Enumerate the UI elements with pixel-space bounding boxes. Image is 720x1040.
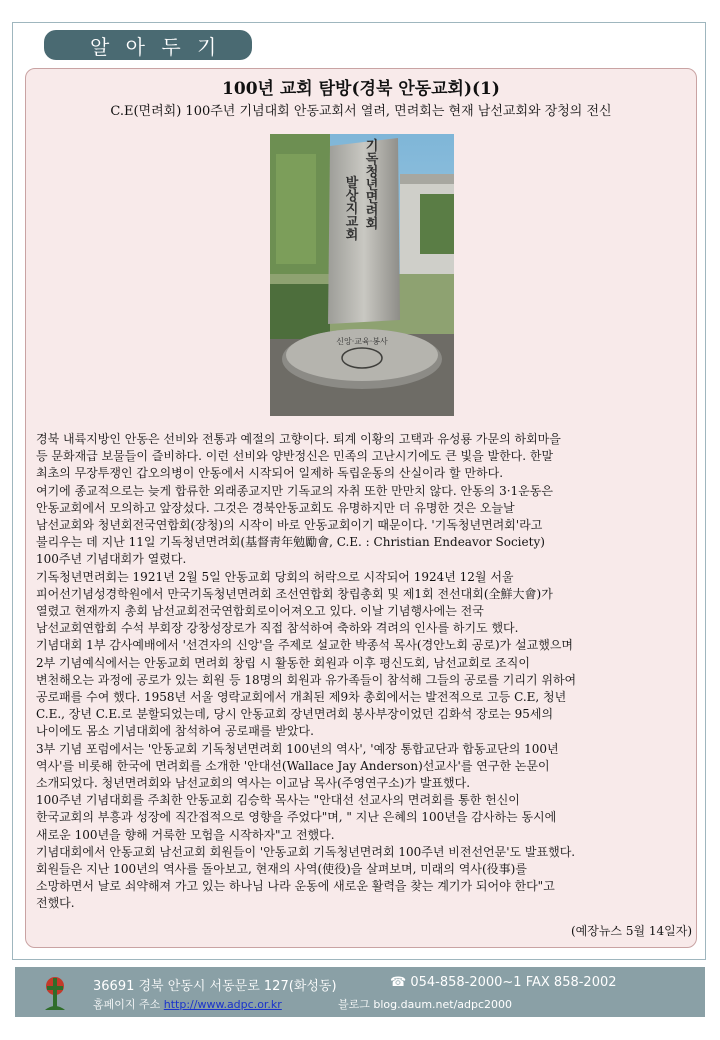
- body-line: 2부 기념예식에서는 안동교회 면려회 창립 시 활동한 회원과 이후 평신도회, 남선교회로 조직이: [36, 655, 530, 670]
- body-line: 안동교회에서 모의하고 앞장섰다. 그것은 경북안동교회도 유명하지만 더 유명한 것은 오늘날: [36, 500, 515, 515]
- article-body: [36, 431, 701, 913]
- body-line: 변천해오는 과정에 공로가 있는 회원 등 18명의 회원과 유가족들이 참석해 그들의 공로를 기리기 위하여: [36, 672, 577, 687]
- church-cross-icon: [40, 974, 70, 1014]
- body-line: 기념대회 1부 감사예배에서 '선견자의 신앙'을 주제로 설교한 박종석 목사(경안노회 공로)가 설교했으며: [36, 638, 574, 653]
- body-line: 역사'를 비롯해 한국에 면려회를 소개한 '안대선(Wallace Jay Anderson)선교사'를 연구한 논문이: [36, 758, 550, 773]
- section-tab: [44, 30, 252, 60]
- section-tab-label: 알 아 두 기: [90, 34, 222, 59]
- body-line: 100주년 기념대회를 주최한 안동교회 김승학 목사는 "안대선 선교사의 면려회를 통한 헌신이: [36, 793, 520, 808]
- homepage-label: 홈페이지 주소: [93, 998, 161, 1011]
- body-line: 3부 기념 포럼에서는 '안동교회 기독청년면려회 100년의 역사', '예장 통합교단과 합동교단의 100년: [36, 741, 559, 756]
- body-line: 열렸고 현재까지 총회 남선교회전국연합회로이어져오고 있다. 이날 기념행사에는 전국: [36, 604, 484, 619]
- footer-phone: ☎ 054-858-2000~1 FAX 858-2002: [390, 975, 617, 990]
- body-line: C.E., 장년 C.E.로 분할되었는데, 당시 안동교회 장년면려회 봉사부장이었던 김화석 장로는 95세의: [36, 707, 554, 722]
- body-line: 100주년 기념대회가 열렸다.: [36, 552, 187, 567]
- footer-blog[interactable]: 블로그 blog.daum.net/adpc2000: [338, 998, 513, 1011]
- body-line: 소망하면서 날로 쇠약해져 가고 있는 하나님 나라 운동에 새로운 활력을 찾는 계기가 되어야 한다"고: [36, 879, 555, 894]
- stone-right-text: 기독청년면려회: [362, 138, 378, 230]
- article-source: (예장뉴스 5월 14일자): [570, 924, 692, 938]
- body-line: 회원들은 지난 100년의 역사를 돌아보고, 현재의 사역(使役)을 살펴보며, 미래의 역사(役事)를: [36, 862, 527, 877]
- article-subtitle: C.E(면려회) 100주년 기념대회 안동교회서 열려, 면려회는 현재 남선교회와 장청의 전신: [110, 104, 612, 119]
- body-line: 새로운 100년을 향해 거룩한 모험을 시작하자"고 전했다.: [36, 827, 335, 842]
- homepage-link[interactable]: http://www.adpc.or.kr: [163, 998, 282, 1011]
- body-line: 나이에도 몸소 기념대회에 참석하여 공로패를 받았다.: [36, 724, 314, 739]
- body-line: 경북 내륙지방인 안동은 선비와 전통과 예절의 고향이다. 퇴계 이황의 고택과 유성룡 가문의 하회마을: [36, 432, 561, 446]
- body-line: 남선교회연합회 수석 부회장 강창성장로가 직접 참석하여 축하와 격려의 인사를 하기도 했다.: [36, 621, 519, 636]
- footer-address: 36691 경북 안동시 서동문로 127(화성동): [93, 979, 337, 994]
- stone-left-text: 발상지교회: [342, 175, 358, 241]
- body-line: 불리우는 데 지난 11일 기독청년면려회(基督靑年勉勵會, C.E. : Christian Endeavor Society): [36, 535, 545, 550]
- body-line: 기독청년면려회는 1921년 2월 5일 안동교회 당회의 허락으로 시작되어 1924년 12월 서울: [36, 569, 514, 584]
- body-line: 등 문화재급 보물들이 즐비하다. 이런 선비와 양반정신은 민족의 고난시기에도 큰 빛을 발한다. 한말: [36, 449, 554, 464]
- memorial-stone-photo: [270, 134, 454, 416]
- body-line: 소개되었다. 청년면려회와 남선교회의 역사는 이교남 목사(주영연구소)가 발표했다.: [36, 776, 471, 791]
- body-line: 한국교회의 부흥과 성장에 직간접적으로 영향을 주었다"며, " 지난 은혜의 100년을 감사하는 동시에: [36, 810, 557, 825]
- body-line: 기념대회에서 안동교회 남선교회 회원들이 '안동교회 기독청년면려회 100주년 비전선언문'도 발표했다.: [36, 844, 576, 859]
- body-line: 여기에 종교적으로는 늦게 합류한 외래종교지만 기독교의 자취 또한 만만치 않다. 안동의 3·1운동은: [36, 483, 553, 498]
- body-line: 전했다.: [36, 896, 75, 911]
- body-line: 공로패를 수여 했다. 1958년 서울 영락교회에서 개최된 제9차 총회에서는 발전적으로 고등 C.E, 청년: [36, 690, 567, 705]
- stone-base-text: 신앙·교육·봉사: [336, 337, 388, 346]
- body-line: 피어선기념성경학원에서 만국기독청년면려회 조선연합회 창립총회 및 제1회 전선대회(全鮮大會)가: [36, 586, 553, 601]
- footer-homepage: [93, 996, 282, 1012]
- body-line: 남선교회와 청년회전국연합회(장청)의 시작이 바로 안동교회이기 때문이다. '기독청년면려회'라고: [36, 518, 543, 533]
- article-title: 100년 교회 탐방(경북 안동교회)(1): [222, 79, 500, 99]
- body-line: 최초의 무장투쟁인 갑오의병이 안동에서 시작되어 일제하 독립운동의 산실이라 할 만하다.: [36, 466, 504, 481]
